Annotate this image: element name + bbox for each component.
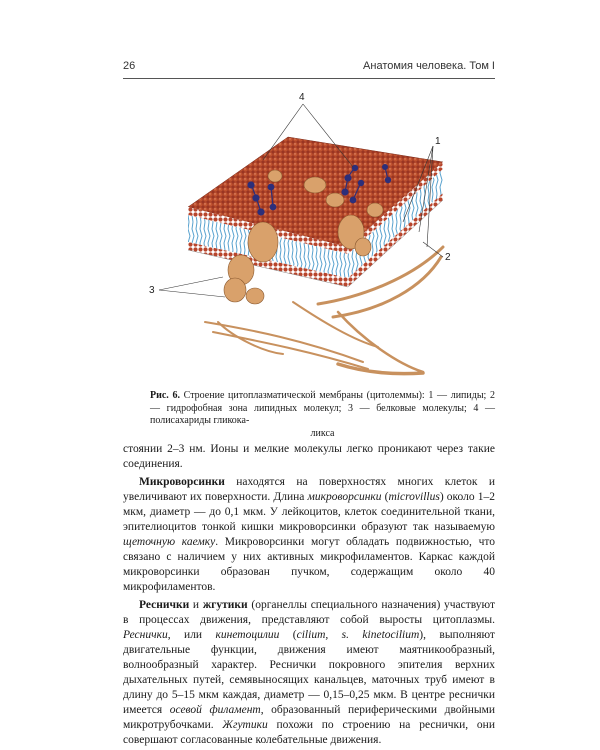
italic-run: микроворсинки <box>307 491 382 503</box>
paragraph-microvilli <box>123 475 495 595</box>
italic-run: кинетоцилии <box>215 629 280 641</box>
paragraph-1: стоянии 2–3 нм. Ионы и мелкие молекулы легко проникают через такие соединения. <box>123 443 495 470</box>
caption-text: Строение цитоплазматической мембраны (цитолеммы): 1 — липиды; 2 — гидрофобная зона липидных молекул; 3 — белковые молекулы; 4 — полисахариды гликока- <box>150 390 495 426</box>
header-rule <box>123 78 495 79</box>
term-cilia: Реснички <box>139 599 190 611</box>
figure-label-1: 1 <box>435 136 441 147</box>
italic-run: осевой филамент <box>169 704 261 716</box>
text-run: и <box>189 599 203 611</box>
page-header <box>123 60 495 76</box>
italic-run: Реснички <box>123 629 168 641</box>
term-microvilli: Микроворсинки <box>139 476 225 488</box>
italic-run: microvillus <box>388 491 440 503</box>
caption-label: Рис. 6. <box>150 390 180 401</box>
paragraph-cilia <box>123 598 495 748</box>
term-flagella: жгутики <box>202 599 248 611</box>
text-run: находятся на поверхностях многих клеток и увеличивают их поверхности. Длина <box>123 476 495 503</box>
italic-run: cilium, s. kinetocilium <box>296 629 420 641</box>
page-number: 26 <box>123 60 136 72</box>
figure-caption <box>150 390 495 440</box>
italic-run: Жгутики <box>222 719 268 731</box>
text-run: ( <box>279 629 297 641</box>
text-run: , образованный периферическими двойными микротрубочками. <box>123 704 496 731</box>
text-run: ), выполняют двигательные функции, движения имеют маятникообразный, волнообразный характер. Реснички покровного эпителия верхних дыхательных путей, семявыносящих канальцев, маточных труб имеют в длину до 5–15 мкм каждая, диаметр — 0,15–0,25 мкм. В центре реснички имеется <box>123 629 495 716</box>
membrane-figure <box>123 82 495 387</box>
figure-label-4: 4 <box>299 92 305 103</box>
figure-label-2: 2 <box>445 252 451 263</box>
running-title: Анатомия человека. Том I <box>363 60 495 72</box>
text-run: похожи по строению на реснички, они совершают согласованные колебательные движения. <box>123 719 495 746</box>
figure-label-3: 3 <box>149 285 155 296</box>
body-text <box>123 442 495 748</box>
caption-last-line: ликса <box>310 427 335 439</box>
text-run: , или <box>167 629 216 641</box>
italic-run: щеточную каемку <box>123 536 216 548</box>
text-run: (органеллы специального назначения) участвуют в процессах движения, представляют собой выросты цитоплазмы. <box>123 599 496 626</box>
text-run: . Микроворсинки могут обладать подвижностью, что связано с наличием у них активных микрофиламентов. Каркас каждой микроворсинки образован пучком, содержащим около 40 микрофиламентов. <box>123 536 495 593</box>
text-run: ) около 1–2 мкм, диаметр — до 0,1 мкм. У лейкоцитов, клеток соединительной ткани, эпителиоцитов тонкой кишки микроворсинки образуют так называемую <box>123 491 495 533</box>
lipid-bilayer <box>188 137 443 287</box>
text-run: ( <box>381 491 389 503</box>
